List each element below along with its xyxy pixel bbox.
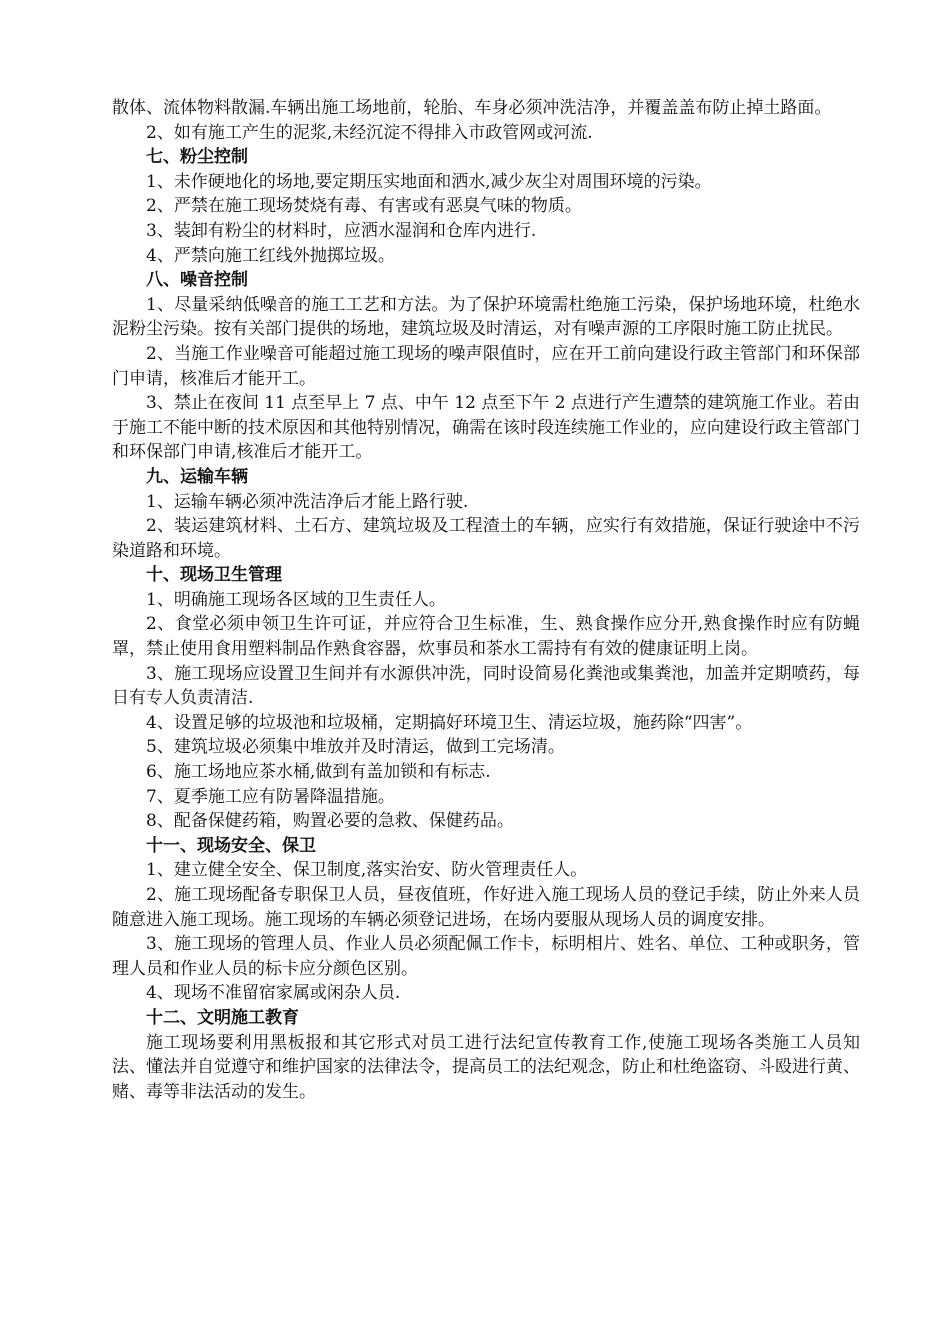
paragraph: 1、尽量采纳低噪音的施工工艺和方法。为了保护环境需杜绝施工污染，保护场地环境，杜绝水泥粉尘污染。按有关部门提供的场地，建筑垃圾及时清运，对有噪声源的工序限时施工防止扰民。 [112, 294, 860, 340]
paragraph: 4、严禁向施工红线外抛掷垃圾。 [146, 245, 395, 266]
paragraph: 1、建立健全安全、保卫制度,落实治安、防火管理责任人。 [146, 860, 588, 881]
paragraph: 2、食堂必须申领卫生许可证，并应符合卫生标准，生、熟食操作应分开,熟食操作时应有防蝇罩，禁止使用食用塑料制品作熟食容器，炊事员和茶水工需持有有效的健康证明上岗。 [112, 614, 860, 660]
paragraph: 3、装卸有粉尘的材料时，应洒水湿润和仓库内进行. [146, 220, 537, 241]
paragraph: 2、当施工作业噪音可能超过施工现场的噪声限值时，应在开工前向建设行政主管部门和环保部门申请，核准后才能开工。 [112, 343, 860, 389]
paragraph: 2、如有施工产生的泥浆,未经沉淀不得排入市政管网或河流. [146, 122, 593, 143]
paragraph: 施工现场要利用黑板报和其它形式对员工进行法纪宣传教育工作,使施工现场各类施工人员知法、懂法并自觉遵守和维护国家的法律法令，提高员工的法纪观念，防止和杜绝盗窃、斗殴进行黄、赌、毒等非法活动的发生。 [112, 1032, 860, 1102]
paragraph: 2、装运建筑材料、土石方、建筑垃圾及工程渣土的车辆，应实行有效措施，保证行驶途中不污染道路和环境。 [112, 516, 860, 561]
paragraph: 3、禁止在夜间 11 点至早上 7 点、中午 12 点至下午 2 点进行产生遭禁的建筑施工作业。若由于施工不能中断的技术原因和其他特别情况，确需在该时段连续施工作业的，应向建设行政主管部门和环保部门申请,核准后才能开工。 [112, 393, 860, 463]
section-heading: 十、现场卫生管理 [146, 565, 282, 586]
section-heading: 十二、文明施工教育 [146, 1007, 299, 1028]
paragraph: 2、施工现场配备专职保卫人员，昼夜值班，作好进入施工现场人员的登记手续，防止外来人员随意进入施工现场。施工现场的车辆必须登记进场，在场内要服从现场人员的调度安排。 [112, 885, 860, 930]
paragraph: 5、建筑垃圾必须集中堆放并及时清运，做到工完场清。 [146, 737, 565, 758]
paragraph: 6、施工场地应茶水桶,做到有盖加锁和有标志. [146, 762, 491, 783]
paragraph: 3、施工现场的管理人员、作业人员必须配佩工作卡，标明相片、姓名、单位、工种或职务，管理人员和作业人员的标卡应分颜色区别。 [112, 934, 860, 979]
paragraph: 4、设置足够的垃圾池和垃圾桶，定期搞好环境卫生、清运垃圾，施药除“四害”。 [146, 712, 753, 733]
paragraph: 2、严禁在施工现场焚烧有毒、有害或有恶臭气味的物质。 [146, 196, 582, 217]
section-heading: 七、粉尘控制 [146, 147, 248, 168]
paragraph: 4、现场不准留宿家属或闲杂人员. [146, 983, 401, 1004]
document-body [112, 96, 860, 1104]
paragraph: 7、夏季施工应有防暑降温措施。 [146, 786, 395, 807]
section-heading: 八、噪音控制 [146, 270, 248, 291]
paragraph: 3、施工现场应设置卫生间并有水源供冲洗，同时设简易化粪池或集粪池，加盖并定期喷药，每日有专人负责清洁. [112, 663, 860, 709]
section-heading: 十一、现场安全、保卫 [146, 835, 316, 856]
paragraph: 8、配备保健药箱，购置必要的急救、保健药品。 [146, 811, 514, 832]
paragraph: 1、未作硬地化的场地,要定期压实地面和洒水,减少灰尘对周围环境的污染。 [146, 171, 712, 192]
paragraph: 散体、流体物料散漏.车辆出施工场地前，轮胎、车身必须冲洗洁净，并覆盖盖布防止掉土路面。 [112, 98, 832, 118]
paragraph: 1、明确施工现场各区域的卫生责任人。 [146, 589, 446, 610]
section-heading: 九、运输车辆 [146, 466, 248, 487]
paragraph: 1、运输车辆必须冲洗洁净后才能上路行驶. [146, 491, 469, 512]
